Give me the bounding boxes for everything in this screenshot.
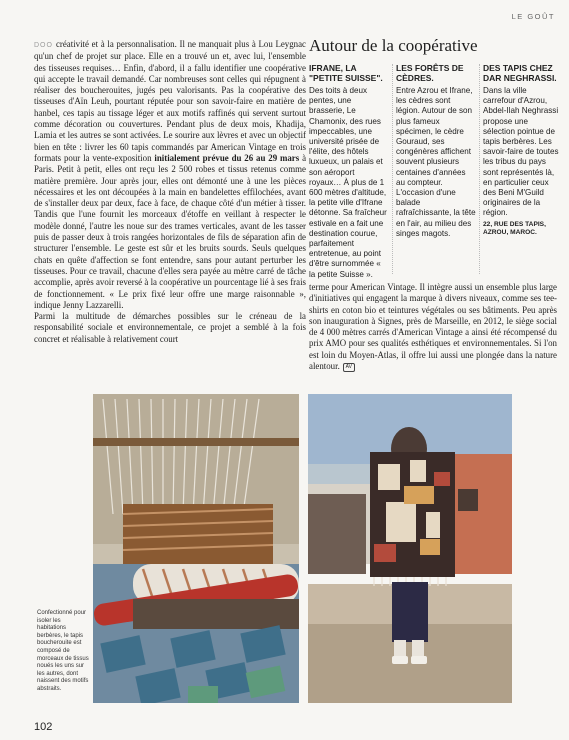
sidebar-title: Autour de la coopérative (309, 36, 478, 55)
photo-caption: Confectionné pour isoler les habitations berbères, le tapis boucherouite est composé de morceaux de tissus noués les uns sur les autres, dont naissent des motifs abstraits. (37, 610, 89, 692)
photo-woman-with-rug (308, 394, 512, 703)
sidebar-box-heading: LES FORÊTS DE CÈDRES. (396, 63, 464, 83)
article-paragraph: Parmi la multitude de démarches possibles sur le créneau de la responsabilité sociale et environnementale, ce projet a semblé à la fois concret et réalisable à relativement court (34, 311, 306, 344)
sidebar-box-ifrane (309, 64, 389, 280)
section-tag: DOO (34, 42, 53, 49)
loom-photo-illustration (93, 394, 299, 703)
sidebar-box-text: Des toits à deux pentes, une brasserie, Le Chamonix, des rues impeccables, une université prisée de l'élite, des hôtels luxueux, un palais et son aéroport royaux… À plus de 1 600 mètres d'altitude, la petite ville d'Ifrane détonne. Sa fraîcheur estivale en a fait une destination courue, parfaitement entretenue, au point d'être surnommée « la petite Suisse ». (309, 86, 387, 279)
sidebar-box-text: Dans la ville carrefour d'Azrou, Abdel-Ilah Neghrassi propose une sélection pointue de tapis berbères. Les savoir-faire de toutes les tribus du pays sont représentés là, en particulier ceux des Beni M'Guild originaires de la région. (483, 86, 559, 218)
sidebar-box-forets (396, 64, 476, 239)
section-header: LE GOÛT (511, 12, 555, 21)
article-column-left (34, 39, 306, 345)
column-divider (392, 64, 393, 274)
article-column-right (309, 282, 557, 372)
sidebar-box-heading: DES TAPIS CHEZ DAR NEGHRASSI. (483, 63, 557, 83)
article-text-continued: à Paris. Petit à petit, elles ont reçu les 2 500 robes et tissus retenus comme matière première. Jour après jour, elles ont démonté une à une les pièces nécessaires et les ont découpées à la main en bandelettes effilochées, avant de s'installer deux par deux, face à face, de chaque côté d'un métier à tisser. Tandis que l'une fournit les morceaux d'étoffe en veillant à respecter le modèle donné, l'autre les noue sur des trames verticales, avant de les tasser puis de passer deux à trois rangées horizontales de fils de séparation afin de structurer l'ensemble. Le geste est sûr et les bruits sourds. Seuls quelques chats en quête d'affection se font entendre, sans pour autant perturber les tisseuses. Pour ce travail, chacune d'elles sera payée au mètre carré de tâche accomplie, après avoir reversé à la coopérative un pourcentage lié à ses frais de fonctionnement. « Le prix fixé leur offre une marge raisonnable », indique Jenny Lazzarelli. (34, 152, 307, 310)
article-paragraph (309, 282, 557, 372)
article-paragraph (34, 39, 306, 311)
sidebar-box-tapis (483, 64, 561, 237)
end-mark-icon: AV (343, 363, 355, 372)
sidebar-box-text: Entre Azrou et Ifrane, les cèdres sont légion. Autour de son plus fameux spécimen, le cèdre Gouraud, ses congénères affichent souvent plusieurs centaines d'années au compteur. L'occasion d'une balade rafraîchissante, la tête en l'air, au milieu des singes magots. (396, 86, 476, 238)
sidebar-box-address: 22, RUE DES TAPIS, AZROU, MAROC. (483, 220, 546, 236)
sidebar-box-heading: IFRANE, LA "PETITE SUISSE". (309, 63, 383, 83)
page-number: 102 (34, 721, 53, 733)
photo-loom (93, 394, 299, 703)
rug-photo-illustration (308, 394, 512, 703)
article-text: terme pour American Vintage. Il intègre aussi un ensemble plus large d'initiatives qui engagent la marque à divers niveaux, comme ses tee-shirts en coton bio et teintures végétales ou ses bâtiments. Peu après son inauguration à Signes, près de Marseille, en 2012, le siège social de 4 000 mètres carrés d'American Vintage a ainsi été récompensé du prix AMO pour ses qualités esthétiques et environnementales. Si l'on est loin du Moyen-Atlas, il offre lui aussi une plongée dans la nature alentour. (309, 282, 557, 372)
column-divider (479, 64, 480, 274)
article-text: créativité et à la personnalisation. Il ne manquait plus à Lou Leygnac qu'un chef de projet sur place. Elle en a trouvé un et, avec lui, l'ensemble des tisseuses requises… Enfin, d'abord, il a fallu identifier une coopérative qui accepte le travail demandé. Car nombreuses sont celles qui répugnent à réaliser des boucherouites, jugés peu valorisants. Pas la coopérative des tisseuses d'Aïn Leuh, pourtant réputée pour son savoir-faire en matière de hanbel, ces tapis au tissage léger et aux motifs raffinés qui servent surtout comme décoration ou couvertures. Pendant plus de deux mois, Khadija, Lamia et les autres se sont activées. Le sourire aux lèvres et avec un objectif bien en tête : livrer les 60 tapis commandés par American Vintage en trois formats pour la vente-exposition (34, 39, 306, 163)
article-highlight: initialement prévue du 26 au 29 mars (154, 152, 300, 163)
